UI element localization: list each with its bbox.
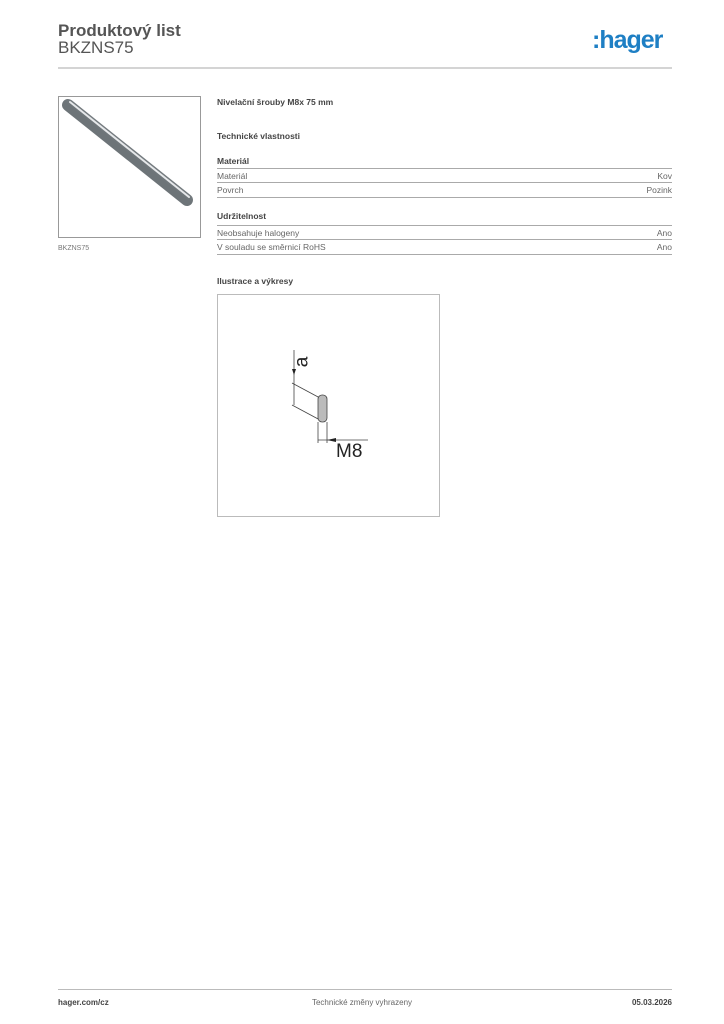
screw-image (59, 97, 200, 237)
spec-value: Ano (656, 242, 672, 252)
product-code: BKZNS75 (58, 38, 134, 57)
spec-row (217, 168, 672, 183)
group-title-material: Materiál (217, 156, 250, 166)
hager-logo: :hager (592, 26, 663, 54)
spec-row (217, 225, 672, 240)
spec-label: Materiál (217, 170, 248, 181)
spec-value: Ano (656, 227, 672, 238)
page-title: Produktový list (58, 21, 181, 40)
dimension-a-label: a (291, 356, 313, 368)
spec-row (217, 240, 672, 255)
illustrations-heading: Ilustrace a výkresy (217, 276, 294, 286)
dimension-drawing (218, 295, 439, 516)
spec-label: V souladu se směrnicí RoHS (217, 242, 326, 252)
product-image (58, 96, 201, 238)
product-name: Nivelační šrouby M8x 75 mm (217, 97, 334, 107)
spec-row (217, 183, 672, 198)
spec-value: Kov (657, 170, 672, 181)
footer-date: 05.03.2026 (631, 998, 672, 1007)
header-divider (58, 67, 672, 69)
spec-label: Povrch (217, 185, 244, 195)
spec-value: Pozink (646, 185, 672, 195)
dimension-m8-label: M8 (336, 441, 363, 462)
footer-website[interactable]: hager.com/cz (58, 998, 109, 1007)
footer-divider (58, 989, 672, 990)
spec-label: Neobsahuje halogeny (217, 227, 300, 238)
technical-drawing (217, 294, 440, 517)
image-caption: BKZNS75 (58, 245, 90, 252)
footer-note: Technické změny vyhrazeny (311, 998, 413, 1007)
specs-heading: Technické vlastnosti (217, 131, 300, 141)
group-title-sustainability: Udržitelnost (217, 211, 267, 221)
